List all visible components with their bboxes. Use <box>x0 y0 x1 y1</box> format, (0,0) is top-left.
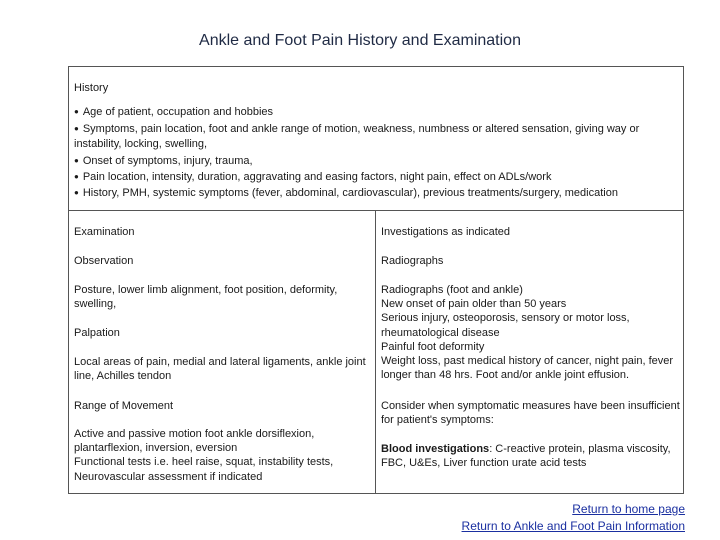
return-info-link[interactable]: Return to Ankle and Foot Pain Information <box>461 519 685 533</box>
history-section <box>69 67 683 211</box>
palpation-text: Local areas of pain, medial and lateral ligaments, ankle joint line, Achilles tendon <box>74 356 366 383</box>
consider-text: Consider when symptomatic measures have been insufficient for patient's symptoms: <box>381 400 680 427</box>
rom-text: Active and passive motion foot ankle dorsiflexion, plantarflexion, inversion, eversion Functional tests i.e. heel raise, squat, instability tests, Neurovascular assessment if indicated <box>74 428 334 483</box>
history-item: ● Onset of symptoms, injury, trauma, <box>74 154 253 167</box>
rom-heading: Range of Movement <box>74 400 174 412</box>
bullet-icon: ● <box>74 107 79 117</box>
history-heading: History <box>74 82 109 94</box>
radiographs-heading: Radiographs <box>381 255 444 267</box>
bullet-icon: ● <box>74 155 79 165</box>
history-item: ● History, PMH, systemic symptoms (fever, abdominal, cardiovascular), previous treatments/surgery, medication <box>74 187 618 200</box>
palpation-heading: Palpation <box>74 327 120 339</box>
column-divider <box>375 211 376 493</box>
observation-heading: Observation <box>74 255 134 267</box>
examination-heading: Examination <box>74 226 135 238</box>
observation-text: Posture, lower limb alignment, foot position, deformity, swelling, <box>74 284 338 311</box>
page-title: Ankle and Foot Pain History and Examination <box>199 32 521 49</box>
blood-investigations <box>381 442 683 470</box>
blood-label: Blood investigations <box>381 443 490 455</box>
bullet-icon: ● <box>74 188 79 198</box>
history-item: ● Pain location, intensity, duration, aggravating and easing factors, night pain, effect on ADLs/work <box>74 171 552 184</box>
history-item: ● Symptoms, pain location, foot and ankle range of motion, weakness, numbness or altered sensation, giving way or instability, locking, swelling, <box>74 122 640 151</box>
content-table <box>68 66 684 494</box>
blood-text: : C-reactive protein, plasma viscosity, FBC, U&Es, Liver function urate acid tests <box>381 443 671 470</box>
history-item: ● Age of patient, occupation and hobbies <box>74 106 274 119</box>
bullet-icon: ● <box>74 123 79 133</box>
bullet-icon: ● <box>74 172 79 182</box>
navigation-links <box>462 501 685 535</box>
return-home-link[interactable]: Return to home page <box>572 502 685 516</box>
radiographs-text: Radiographs (foot and ankle) New onset of pain older than 50 years Serious injury, osteoporosis, sensory or motor loss, rheumatological disease Painful foot deformity Weight loss, past medical history of cancer, night pain, fever longer than 48 hrs. Foot and/or ankle joint effusion. <box>381 284 674 382</box>
investigations-heading: Investigations as indicated <box>381 226 511 238</box>
